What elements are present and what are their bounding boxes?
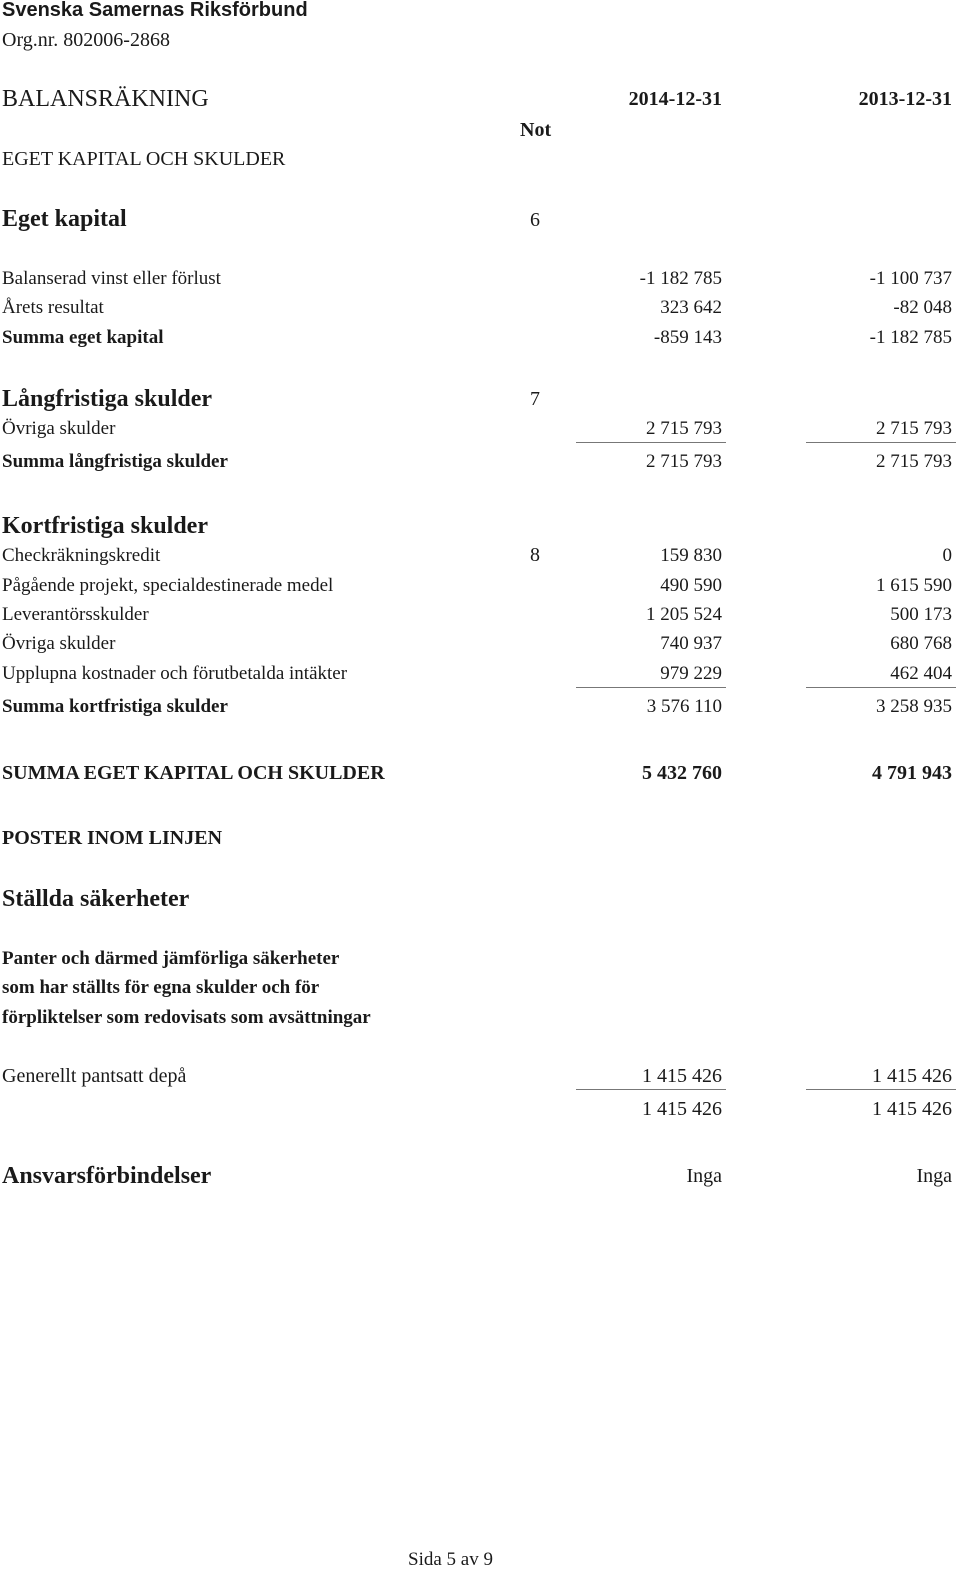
- equity-row-value-2014: 323 642: [660, 297, 722, 318]
- underline-short-term-2013: [806, 687, 956, 688]
- short-term-row-value-2014: 979 229: [660, 663, 722, 684]
- page-number: Sida 5 av 9: [408, 1549, 493, 1570]
- pledged-description-line: Panter och därmed jämförliga säkerheter: [2, 948, 340, 969]
- equity-total-2014: -859 143: [653, 327, 722, 348]
- column-header-2013: 2013-12-31: [858, 88, 952, 110]
- short-term-heading: Kortfristiga skulder: [2, 513, 208, 539]
- long-term-heading: Långfristiga skulder: [2, 386, 213, 412]
- pledged-description-line: förpliktelser som redovisats som avsättningar: [2, 1007, 371, 1028]
- short-term-row-label: Checkräkningskredit: [2, 545, 161, 566]
- pledged-row-label: Generellt pantsatt depå: [2, 1065, 187, 1087]
- short-term-row-value-2013: 680 768: [890, 633, 952, 654]
- long-term-row-value-2014: 2 715 793: [646, 418, 722, 439]
- short-term-row-value-2014: 740 937: [660, 633, 722, 654]
- pledged-description-line: som har ställts för egna skulder och för: [2, 977, 320, 998]
- equity-row-value-2014: -1 182 785: [639, 268, 722, 289]
- short-term-row-label: Leverantörsskulder: [2, 604, 149, 625]
- short-term-row-note: 8: [530, 544, 540, 566]
- pledged-row-value-2014: 1 415 426: [642, 1065, 722, 1087]
- pledged-heading: Ställda säkerheter: [2, 886, 190, 912]
- underline-long-term-2013: [806, 442, 956, 443]
- short-term-row-label: Övriga skulder: [2, 633, 116, 654]
- equity-row-label: Årets resultat: [2, 297, 104, 318]
- grand-total-label: SUMMA EGET KAPITAL OCH SKULDER: [2, 762, 385, 784]
- short-term-row-label: Pågående projekt, specialdestinerade medel: [2, 575, 334, 596]
- contingent-value-2013: Inga: [916, 1165, 952, 1187]
- underline-pledged-2013: [806, 1089, 956, 1090]
- short-term-row-value-2013: 1 615 590: [876, 575, 952, 596]
- long-term-row-value-2013: 2 715 793: [876, 418, 952, 439]
- grand-total-2013: 4 791 943: [872, 762, 952, 784]
- short-term-total-2014: 3 576 110: [646, 696, 722, 717]
- short-term-total-2013: 3 258 935: [876, 696, 952, 717]
- short-term-row-value-2013: 0: [942, 545, 952, 566]
- equity-note: 6: [530, 209, 540, 231]
- short-term-row-label: Upplupna kostnader och förutbetalda intäkter: [2, 663, 348, 684]
- long-term-total-2014: 2 715 793: [646, 451, 722, 472]
- contingent-value-2014: Inga: [686, 1165, 722, 1187]
- short-term-row-value-2013: 462 404: [890, 663, 952, 684]
- long-term-total-2013: 2 715 793: [876, 451, 952, 472]
- grand-total-2014: 5 432 760: [642, 762, 722, 784]
- contingent-heading: Ansvarsförbindelser: [2, 1163, 212, 1189]
- equity-row-value-2013: -82 048: [893, 297, 952, 318]
- off-balance-heading: POSTER INOM LINJEN: [2, 827, 223, 849]
- section-heading: EGET KAPITAL OCH SKULDER: [2, 148, 286, 170]
- pledged-total-2013: 1 415 426: [872, 1098, 952, 1120]
- short-term-row-value-2014: 1 205 524: [646, 604, 722, 625]
- column-header-2014: 2014-12-31: [628, 88, 722, 110]
- org-number: Org.nr. 802006-2868: [2, 29, 170, 51]
- equity-total-2013: -1 182 785: [869, 327, 952, 348]
- underline-short-term-2014: [576, 687, 726, 688]
- page-title: BALANSRÄKNING: [2, 86, 209, 112]
- short-term-row-value-2014: 159 830: [660, 545, 722, 566]
- pledged-row-value-2013: 1 415 426: [872, 1065, 952, 1087]
- underline-long-term-2014: [576, 442, 726, 443]
- short-term-row-value-2014: 490 590: [660, 575, 722, 596]
- equity-row-label: Balanserad vinst eller förlust: [2, 268, 221, 289]
- equity-total-label: Summa eget kapital: [2, 327, 164, 348]
- pledged-total-2014: 1 415 426: [642, 1098, 722, 1120]
- underline-pledged-2014: [576, 1089, 726, 1090]
- long-term-note: 7: [530, 388, 540, 410]
- org-name: Svenska Samernas Riksförbund: [2, 0, 308, 21]
- equity-row-value-2013: -1 100 737: [869, 268, 952, 289]
- long-term-total-label: Summa långfristiga skulder: [2, 451, 228, 472]
- equity-heading: Eget kapital: [2, 206, 127, 232]
- short-term-row-value-2013: 500 173: [890, 604, 952, 625]
- column-header-note: Not: [520, 119, 552, 141]
- long-term-row-label: Övriga skulder: [2, 418, 116, 439]
- short-term-total-label: Summa kortfristiga skulder: [2, 696, 228, 717]
